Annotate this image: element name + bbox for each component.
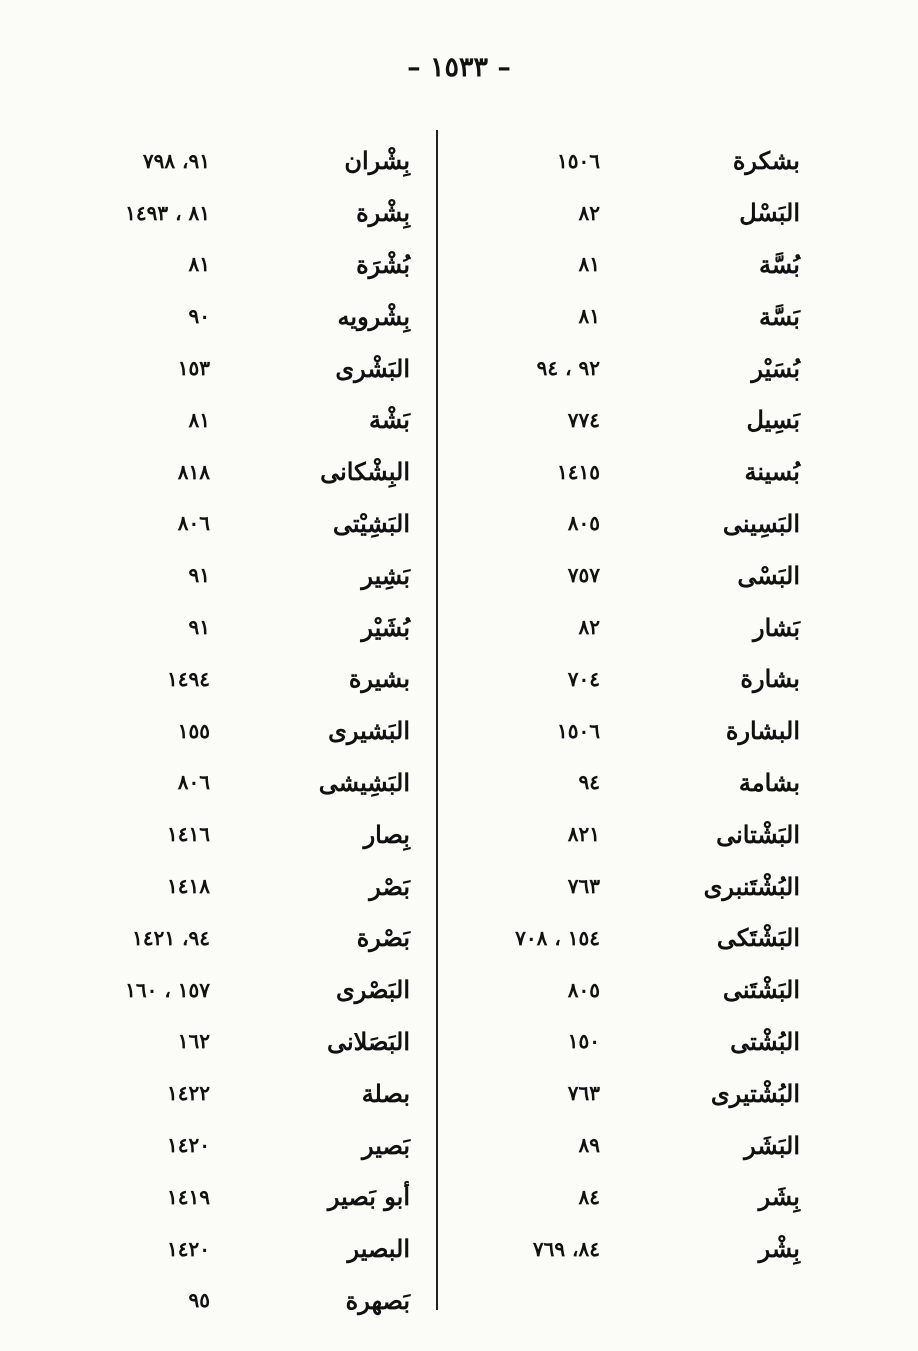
entry-pages: ٨١ bbox=[578, 304, 600, 329]
entry-term: البُشْتيرى bbox=[710, 1078, 800, 1108]
index-entry bbox=[470, 757, 800, 809]
entry-pages: ١٤١٥ bbox=[557, 459, 600, 484]
entry-term: بشارة bbox=[740, 664, 800, 694]
entry-term: بَشِير bbox=[361, 560, 410, 590]
index-entry bbox=[80, 342, 410, 394]
index-entry bbox=[470, 446, 800, 498]
index-entry bbox=[80, 808, 410, 860]
index-entry bbox=[80, 860, 410, 912]
entry-term: البَشْتَكى bbox=[716, 923, 800, 953]
entry-term: البَصْرى bbox=[335, 975, 410, 1005]
entry-pages: ٨١ bbox=[578, 252, 600, 277]
entry-term: بِصار bbox=[363, 819, 410, 849]
index-entry bbox=[80, 1171, 410, 1223]
entry-term: بشامة bbox=[738, 767, 800, 797]
index-column-right bbox=[470, 135, 800, 1275]
entry-term: البِشْكانى bbox=[320, 457, 410, 487]
index-entry bbox=[80, 601, 410, 653]
index-entry bbox=[80, 1275, 410, 1327]
index-entry bbox=[470, 653, 800, 705]
entry-term: بشيرة bbox=[348, 664, 410, 694]
entry-pages: ٧٧٤ bbox=[567, 407, 600, 432]
entry-pages: ٨١ bbox=[188, 252, 210, 277]
index-entry bbox=[470, 1016, 800, 1068]
entry-pages: ٧٥٧ bbox=[567, 563, 600, 588]
index-entry bbox=[470, 290, 800, 342]
entry-term: البَسْى bbox=[737, 560, 800, 590]
index-entry bbox=[80, 705, 410, 757]
index-entry bbox=[470, 1223, 800, 1275]
entry-term: البَسْل bbox=[739, 198, 800, 228]
entry-pages: ١٥٠٦ bbox=[557, 148, 600, 173]
index-entry bbox=[470, 705, 800, 757]
entry-pages: ١٥٥ bbox=[177, 718, 210, 743]
entry-term: البشارة bbox=[725, 716, 800, 746]
entry-term: البُشْتَنبرى bbox=[703, 871, 800, 901]
index-entry bbox=[80, 187, 410, 239]
index-entry bbox=[80, 912, 410, 964]
entry-pages: ٩٢ ، ٩٤ bbox=[536, 356, 600, 381]
entry-pages: ٨٢ bbox=[578, 615, 600, 640]
entry-pages: ٨٩ bbox=[578, 1133, 600, 1158]
entry-pages: ٧٦٣ bbox=[567, 1081, 600, 1106]
entry-pages: ٨١ bbox=[188, 407, 210, 432]
entry-pages: ٨٠٥ bbox=[567, 511, 600, 536]
index-entry bbox=[80, 239, 410, 291]
entry-pages: ١٦٢ bbox=[177, 1029, 210, 1054]
index-entry bbox=[470, 549, 800, 601]
index-entry bbox=[80, 394, 410, 446]
index-column-left bbox=[80, 135, 410, 1326]
entry-pages: ٨٠٥ bbox=[567, 977, 600, 1002]
entry-pages: ٨١٨ bbox=[177, 459, 210, 484]
entry-term: البُشْتى bbox=[730, 1026, 800, 1056]
entry-term: البصير bbox=[347, 1234, 410, 1264]
entry-pages: ٩١ bbox=[188, 563, 210, 588]
entry-pages: ٨٤ bbox=[578, 1184, 600, 1209]
entry-term: بِشَر bbox=[758, 1182, 800, 1212]
index-entry bbox=[470, 498, 800, 550]
index-entry bbox=[470, 860, 800, 912]
entry-pages: ٩٤ bbox=[578, 770, 600, 795]
index-entry bbox=[80, 653, 410, 705]
index-entry bbox=[80, 135, 410, 187]
entry-term: بشكرة bbox=[732, 146, 800, 176]
entry-term: بُسَّة bbox=[759, 249, 800, 279]
entry-pages: ٨٢١ bbox=[567, 822, 600, 847]
entry-term: البَصَلانى bbox=[326, 1026, 410, 1056]
entry-pages: ١٥٣ bbox=[177, 356, 210, 381]
entry-pages: ١٤٢٠ bbox=[167, 1236, 210, 1261]
index-entry bbox=[80, 1067, 410, 1119]
column-divider bbox=[436, 130, 438, 1310]
entry-term: بصلة bbox=[361, 1078, 410, 1108]
entry-pages: ١٤٩٤ bbox=[167, 666, 210, 691]
index-entry bbox=[470, 601, 800, 653]
index-entry bbox=[470, 1067, 800, 1119]
entry-pages: ١٥٠٦ bbox=[557, 718, 600, 743]
entry-term: البَشْتَنى bbox=[722, 975, 800, 1005]
entry-pages: ٨٤، ٧٦٩ bbox=[532, 1236, 600, 1261]
entry-pages: ٩٥ bbox=[188, 1288, 210, 1313]
entry-pages: ٩١ bbox=[188, 615, 210, 640]
entry-term: بَسَّة bbox=[759, 301, 800, 331]
entry-pages: ٨٠٦ bbox=[177, 511, 210, 536]
entry-pages: ٩٠ bbox=[188, 304, 210, 329]
entry-pages: ١٥٧ ، ١٦٠ bbox=[125, 977, 210, 1002]
entry-pages: ١٤١٦ bbox=[167, 822, 210, 847]
index-entry bbox=[470, 394, 800, 446]
entry-term: بَصْرة bbox=[356, 923, 410, 953]
entry-pages: ٩٤، ١٤٢١ bbox=[132, 925, 210, 950]
index-entry bbox=[80, 446, 410, 498]
entry-pages: ٩١، ٧٩٨ bbox=[142, 148, 210, 173]
entry-term: بِشْر bbox=[758, 1234, 800, 1264]
index-entry bbox=[80, 549, 410, 601]
entry-term: البَشيرى bbox=[328, 716, 410, 746]
entry-pages: ١٤١٩ bbox=[167, 1184, 210, 1209]
index-entry bbox=[470, 964, 800, 1016]
entry-term: بَشْة bbox=[369, 405, 410, 435]
index-entry bbox=[470, 912, 800, 964]
entry-term: البَشِيْتى bbox=[332, 508, 410, 538]
entry-term: البَشَر bbox=[744, 1130, 800, 1160]
index-entry bbox=[470, 1119, 800, 1171]
entry-term: بَصهرة bbox=[345, 1285, 410, 1315]
index-entry bbox=[470, 1171, 800, 1223]
entry-term: البَشْرى bbox=[335, 353, 410, 383]
entry-term: بَسِيل bbox=[746, 405, 800, 435]
entry-pages: ٨١ ، ١٤٩٣ bbox=[125, 200, 210, 225]
entry-term: بِشْرويه bbox=[337, 301, 410, 331]
entry-pages: ١٤٢٠ bbox=[167, 1133, 210, 1158]
entry-pages: ١٤٢٢ bbox=[167, 1081, 210, 1106]
entry-pages: ٨٢ bbox=[578, 200, 600, 225]
entry-term: البَشْتانى bbox=[716, 819, 800, 849]
entry-term: بِشْرة bbox=[356, 198, 410, 228]
entry-term: بَصير bbox=[362, 1130, 410, 1160]
index-entry bbox=[470, 342, 800, 394]
index-entry bbox=[470, 808, 800, 860]
index-entry bbox=[470, 239, 800, 291]
index-entry bbox=[80, 1016, 410, 1068]
entry-term: أبو بَصير bbox=[327, 1182, 410, 1212]
entry-term: بُشْرَة bbox=[356, 249, 410, 279]
entry-pages: ٧٦٣ bbox=[567, 874, 600, 899]
entry-pages: ٨٠٦ bbox=[177, 770, 210, 795]
entry-term: البَشِيشى bbox=[318, 767, 410, 797]
index-entry bbox=[80, 757, 410, 809]
entry-term: البَسِينى bbox=[722, 508, 800, 538]
index-entry bbox=[80, 1119, 410, 1171]
entry-term: بُسَيْر bbox=[751, 353, 800, 383]
index-entry bbox=[80, 964, 410, 1016]
index-entry bbox=[470, 187, 800, 239]
entry-term: بُشَيْر bbox=[361, 612, 410, 642]
page-number: – ١٥٣٣ – bbox=[407, 52, 511, 83]
entry-pages: ٧٠٤ bbox=[567, 666, 600, 691]
entry-pages: ١٥٠ bbox=[567, 1029, 600, 1054]
entry-term: بُسينة bbox=[744, 457, 800, 487]
index-entry bbox=[470, 135, 800, 187]
index-entry bbox=[80, 290, 410, 342]
entry-term: بَصْر bbox=[369, 871, 410, 901]
entry-pages: ١٤١٨ bbox=[167, 874, 210, 899]
entry-term: بِشْران bbox=[344, 146, 410, 176]
entry-pages: ١٥٤ ، ٧٠٨ bbox=[515, 925, 600, 950]
index-entry bbox=[80, 498, 410, 550]
entry-term: بَشار bbox=[753, 612, 800, 642]
index-entry bbox=[80, 1223, 410, 1275]
